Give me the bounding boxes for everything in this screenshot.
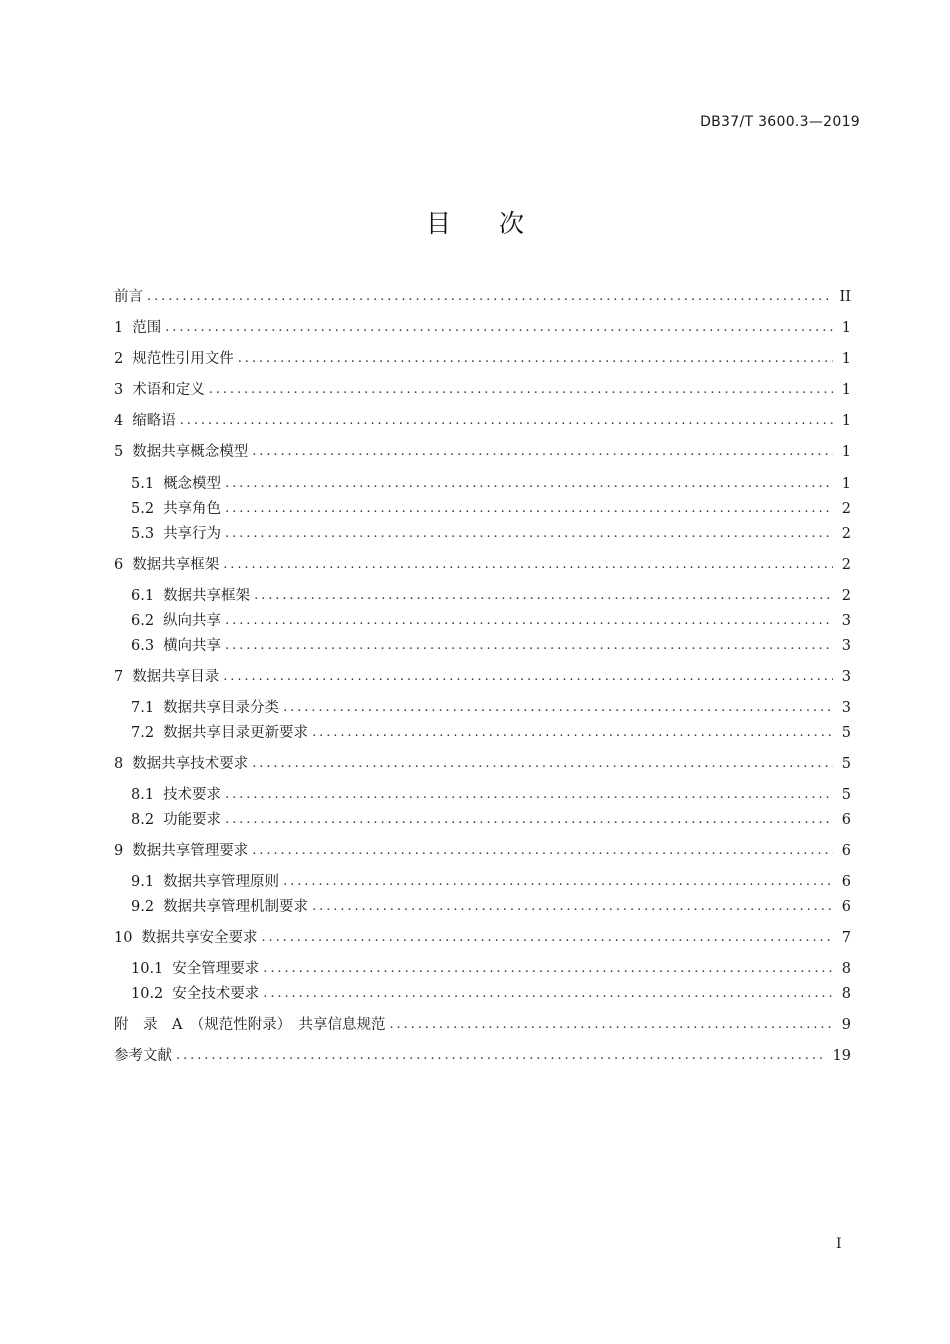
- toc-entry-label: [114, 317, 165, 339]
- toc-leader-dots: [283, 871, 833, 893]
- toc-leader-dots: [252, 441, 833, 463]
- toc-entry-title: 规范性引用文件: [132, 351, 234, 367]
- toc-entry[interactable]: [114, 666, 851, 688]
- toc-entry-label: [131, 635, 225, 657]
- toc-entry-title: 技术要求: [163, 787, 222, 803]
- toc-leader-dots: [225, 635, 833, 657]
- toc-entry-number: 7.1: [131, 700, 155, 716]
- toc-entry-title: 数据共享安全要求: [141, 930, 258, 946]
- toc-entry-title: 数据共享管理要求: [132, 843, 249, 859]
- toc-entry-title: 数据共享目录更新要求: [163, 725, 309, 741]
- toc-entry-label: [114, 840, 252, 862]
- toc-entry-number: 8.2: [131, 812, 155, 828]
- toc-entry[interactable]: [131, 697, 851, 719]
- toc-entry-label: [131, 958, 263, 980]
- toc-entry-title: 前言: [114, 289, 143, 305]
- toc-entry[interactable]: [131, 585, 851, 607]
- toc-entry-title: 数据共享目录: [132, 669, 220, 685]
- toc-entry-page: 6: [841, 812, 851, 828]
- toc-entry-title: 数据共享技术要求: [132, 756, 249, 772]
- toc-leader-dots: [176, 1045, 827, 1067]
- toc-entry-label: [114, 753, 252, 775]
- toc-entry-page: 6: [841, 899, 851, 915]
- toc-entry-title: 数据共享管理机制要求: [163, 899, 309, 915]
- toc-entry-page: 5: [841, 787, 851, 803]
- toc-entry-page: 5: [841, 756, 851, 772]
- toc-entry[interactable]: [114, 1014, 851, 1036]
- toc-entry-title: 共享角色: [163, 501, 222, 517]
- toc-entry-number: 7.2: [131, 725, 155, 741]
- toc-entry-number: 5: [114, 444, 124, 460]
- toc-leader-dots: [225, 523, 833, 545]
- toc-entry-title: 安全管理要求: [172, 961, 260, 977]
- toc-entry-page: 1: [841, 351, 851, 367]
- toc-entry-label: [114, 348, 238, 370]
- toc-entry-label: [131, 722, 312, 744]
- toc-entry-page: 7: [841, 930, 851, 946]
- toc-leader-dots: [225, 610, 833, 632]
- toc-leader-dots: [261, 927, 833, 949]
- toc-entry-number: 6.2: [131, 613, 155, 629]
- toc-entry-number: 5.2: [131, 501, 155, 517]
- toc-entry-title: 概念模型: [163, 476, 222, 492]
- toc-entry-number: 6: [114, 557, 124, 573]
- toc-entry-page: 3: [841, 700, 851, 716]
- toc-entry-number: 10: [114, 930, 133, 946]
- toc-entry-title: 纵向共享: [163, 613, 222, 629]
- toc-leader-dots: [254, 585, 833, 607]
- toc-entry-title: 横向共享: [163, 638, 222, 654]
- toc-entry-title: 参考文献: [114, 1048, 172, 1064]
- toc-leader-dots: [225, 784, 833, 806]
- toc-entry-page: 1: [841, 382, 851, 398]
- toc-entry-title: 附 录 A （规范性附录） 共享信息规范: [114, 1017, 386, 1033]
- toc-entry[interactable]: [131, 610, 851, 632]
- toc-entry-label: [114, 1014, 389, 1036]
- toc-entry-label: [114, 441, 252, 463]
- toc-entry-page: 2: [841, 588, 851, 604]
- toc-leader-dots: [180, 410, 833, 432]
- toc-entry-title: 数据共享框架: [132, 557, 220, 573]
- toc-title: 目次: [425, 209, 572, 238]
- toc-entry-title: 功能要求: [163, 812, 222, 828]
- toc-leader-dots: [263, 958, 833, 980]
- toc-entry[interactable]: [131, 473, 851, 495]
- toc-entry-title: 数据共享目录分类: [163, 700, 280, 716]
- standard-code: DB37/T 3600.3—2019: [700, 114, 860, 130]
- toc-entry-number: 10.2: [131, 986, 164, 1002]
- toc-entry-number: 10.1: [131, 961, 164, 977]
- toc-entry-page: 1: [841, 413, 851, 429]
- toc-entry[interactable]: [114, 441, 851, 463]
- toc-entry-label: [131, 983, 263, 1005]
- toc-entry-label: [131, 498, 225, 520]
- toc-entry-number: 2: [114, 351, 124, 367]
- toc-entry[interactable]: [114, 927, 851, 949]
- toc-entry-label: [131, 610, 225, 632]
- toc-entry-page: 5: [841, 725, 851, 741]
- toc-entry[interactable]: [114, 1045, 851, 1067]
- toc-entry-label: [114, 379, 209, 401]
- toc-entry-page: 1: [841, 320, 851, 336]
- toc-entry-title: 共享行为: [163, 526, 222, 542]
- toc-leader-dots: [252, 753, 833, 775]
- toc-leader-dots: [209, 379, 833, 401]
- toc-entry[interactable]: [131, 809, 851, 831]
- toc-leader-dots: [225, 809, 833, 831]
- toc-entry-label: [131, 697, 283, 719]
- toc-entry-page: 2: [841, 526, 851, 542]
- toc-leader-dots: [223, 554, 833, 576]
- toc-entry[interactable]: [114, 348, 851, 370]
- toc-entry-number: 8.1: [131, 787, 155, 803]
- toc-leader-dots: [225, 473, 833, 495]
- toc-entry-label: [131, 784, 225, 806]
- toc-entry-number: 5.3: [131, 526, 155, 542]
- toc-entry-title: 范围: [132, 320, 162, 336]
- toc-entry-page: 3: [841, 613, 851, 629]
- toc-entry-page: 1: [841, 476, 851, 492]
- toc-entry-page: 3: [841, 638, 851, 654]
- toc-leader-dots: [263, 983, 833, 1005]
- toc-leader-dots: [147, 286, 833, 308]
- page-number: I: [836, 1236, 842, 1252]
- toc-entry[interactable]: [131, 523, 851, 545]
- toc-entry-page: 6: [841, 874, 851, 890]
- toc-entry[interactable]: [114, 317, 851, 339]
- toc-entry-page: 9: [841, 1017, 851, 1033]
- toc-leader-dots: [223, 666, 833, 688]
- toc-entry-page: 3: [841, 669, 851, 685]
- toc-entry-number: 5.1: [131, 476, 155, 492]
- toc-entry-title: 数据共享框架: [163, 588, 251, 604]
- toc-entry-number: 6.3: [131, 638, 155, 654]
- toc-leader-dots: [283, 697, 833, 719]
- toc-entry[interactable]: [114, 554, 851, 576]
- toc-entry[interactable]: [114, 840, 851, 862]
- toc-entry-label: [131, 473, 225, 495]
- toc-entry-title: 缩略语: [132, 413, 176, 429]
- toc-entry-page: 8: [841, 986, 851, 1002]
- toc-leader-dots: [252, 840, 833, 862]
- toc-entry-page: 1: [841, 444, 851, 460]
- toc-entry-page: 8: [841, 961, 851, 977]
- toc-entry-page: 2: [841, 501, 851, 517]
- toc-entry-label: [131, 523, 225, 545]
- toc-entry-page: 6: [841, 843, 851, 859]
- toc-entry[interactable]: [131, 896, 851, 918]
- toc-entry-number: 6.1: [131, 588, 155, 604]
- toc-leader-dots: [312, 722, 833, 744]
- toc-entry-number: 9.1: [131, 874, 155, 890]
- toc-entry-number: 4: [114, 413, 124, 429]
- toc-entry-title: 安全技术要求: [172, 986, 260, 1002]
- toc-entry-page: II: [839, 289, 851, 305]
- toc-entry-number: 1: [114, 320, 124, 336]
- toc-entry-title: 术语和定义: [132, 382, 205, 398]
- toc-entry[interactable]: [114, 753, 851, 775]
- toc-entry[interactable]: [131, 498, 851, 520]
- toc-entry-number: 3: [114, 382, 124, 398]
- toc-entry[interactable]: [114, 410, 851, 432]
- toc-entry[interactable]: [131, 958, 851, 980]
- toc-entry-page: 2: [841, 557, 851, 573]
- toc-leader-dots: [225, 498, 833, 520]
- toc-entry-label: [114, 927, 261, 949]
- toc-entry[interactable]: [131, 871, 851, 893]
- toc-entry[interactable]: [131, 983, 851, 1005]
- toc-entry-title: 数据共享概念模型: [132, 444, 249, 460]
- toc-leader-dots: [238, 348, 833, 370]
- toc-entry-label: [131, 871, 283, 893]
- toc-entry-number: 9.2: [131, 899, 155, 915]
- toc-entry[interactable]: [131, 635, 851, 657]
- toc-entry-label: [114, 410, 180, 432]
- toc-entry[interactable]: [131, 722, 851, 744]
- toc-entry-label: [131, 809, 225, 831]
- toc-entry-page: 19: [832, 1048, 851, 1064]
- toc-entry[interactable]: [114, 379, 851, 401]
- toc-entry-label: [114, 1045, 176, 1067]
- toc-entry-number: 8: [114, 756, 124, 772]
- toc-entry-label: [131, 585, 254, 607]
- toc-entry-label: [114, 286, 147, 308]
- toc-leader-dots: [312, 896, 833, 918]
- toc-entry-title: 数据共享管理原则: [163, 874, 280, 890]
- toc-entry[interactable]: [114, 286, 851, 308]
- toc-entry[interactable]: [131, 784, 851, 806]
- toc-entry-label: [114, 554, 223, 576]
- toc-entry-number: 9: [114, 843, 124, 859]
- toc-leader-dots: [165, 317, 833, 339]
- toc-leader-dots: [389, 1014, 833, 1036]
- toc-entry-label: [131, 896, 312, 918]
- toc-entry-label: [114, 666, 223, 688]
- toc-entry-number: 7: [114, 669, 124, 685]
